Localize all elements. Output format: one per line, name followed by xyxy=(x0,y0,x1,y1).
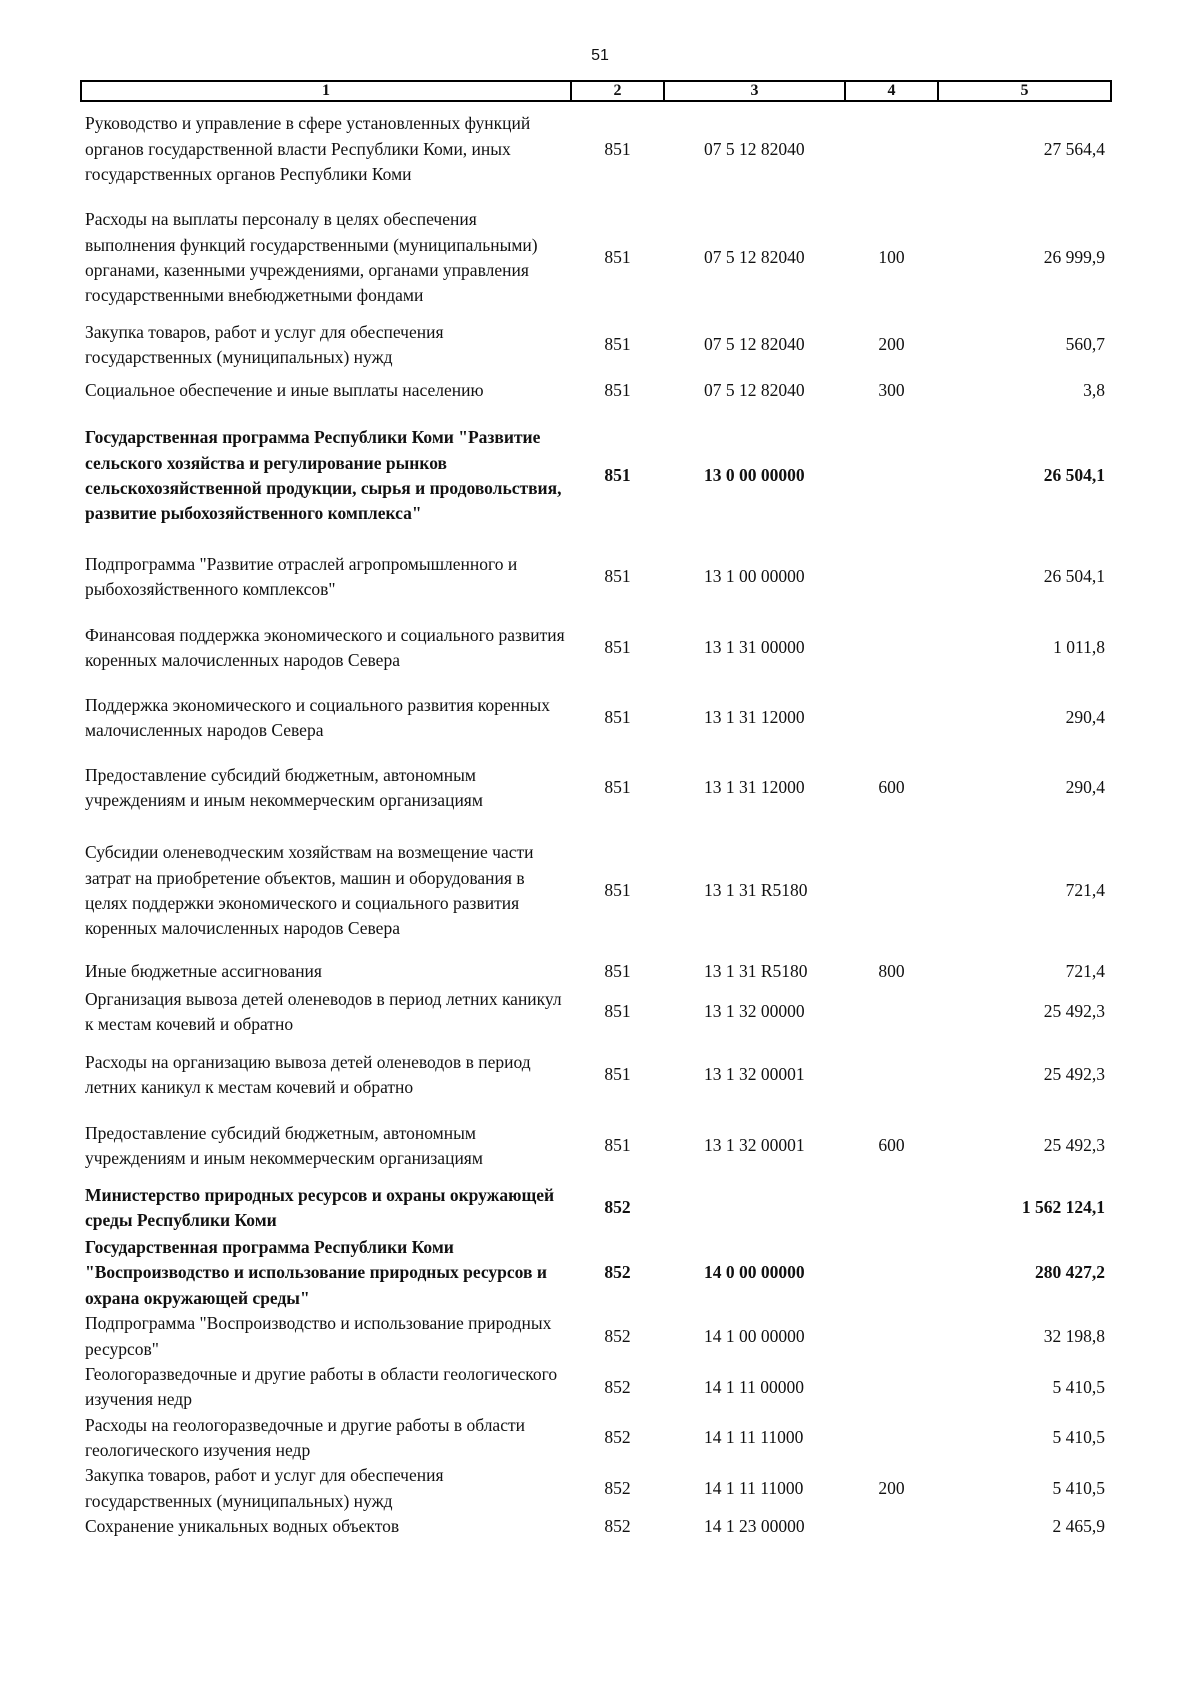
table-row xyxy=(81,1514,1111,1540)
row-name: Государственная программа Республики Коми "Развитие сельского хозяйства и регулирование рынков сельскохозяйственной продукции, сырья и продовольствия, развитие рыбохозяйственного комплекса" xyxy=(85,427,562,524)
header-col-3: 3 xyxy=(664,81,845,101)
row-name: Субсидии оленеводческим хозяйствам на возмещение части затрат на приобретение объектов, машин и оборудования в целях поддержки экономического и социального развития коренных малочисленных народов Севера xyxy=(85,842,534,939)
row-amount: 26 999,9 xyxy=(1043,247,1105,268)
table-row xyxy=(81,613,1111,683)
row-name: Организация вывоза детей оленеводов в период летних каникул к местам кочевий и обратно xyxy=(85,988,562,1034)
row-amount: 280 427,2 xyxy=(1035,1262,1105,1283)
row-target-article: 07 5 12 82040 xyxy=(704,380,805,401)
budget-table xyxy=(80,80,1112,1540)
row-amount: 5 410,5 xyxy=(1052,1376,1105,1397)
row-target-article: 07 5 12 82040 xyxy=(704,247,805,268)
row-amount: 290,4 xyxy=(1065,707,1105,728)
row-expense-type xyxy=(845,1362,938,1413)
table-header xyxy=(81,81,1111,101)
row-admin-code: 852 xyxy=(604,1427,631,1448)
row-target-article: 14 1 11 00000 xyxy=(704,1376,804,1397)
row-amount: 26 504,1 xyxy=(1043,566,1105,587)
row-admin-code: 851 xyxy=(604,138,631,159)
row-name: Государственная программа Республики Коми "Воспроизводство и использование природных ресурсов и охрана окружающей среды" xyxy=(85,1237,547,1308)
row-target-article: 14 1 11 11000 xyxy=(704,1427,804,1448)
row-name: Расходы на выплаты персоналу в целях обеспечения выполнения функций государственными (муниципальными) органами, казенными учреждениями, органами управления государственными внебюджетными фондами xyxy=(85,209,538,306)
row-admin-code: 852 xyxy=(604,1197,631,1218)
row-expense-type xyxy=(845,411,938,541)
row-admin-code: 852 xyxy=(604,1325,631,1346)
table-row xyxy=(81,1362,1111,1413)
row-amount: 721,4 xyxy=(1065,961,1105,982)
table-row xyxy=(81,959,1111,985)
row-expense-type: 300 xyxy=(878,380,905,401)
row-target-article: 14 1 00 00000 xyxy=(704,1325,805,1346)
row-amount: 26 504,1 xyxy=(1043,465,1105,486)
row-admin-code: 851 xyxy=(604,380,631,401)
row-target-article: 14 0 00 00000 xyxy=(704,1262,805,1283)
row-target-article: 13 1 31 00000 xyxy=(704,637,805,658)
row-expense-type xyxy=(845,1311,938,1362)
row-target-article: 13 1 31 12000 xyxy=(704,707,805,728)
table-row xyxy=(81,371,1111,411)
row-target-article xyxy=(664,1181,845,1235)
row-target-article: 07 5 12 82040 xyxy=(704,334,805,355)
table-row xyxy=(81,319,1111,371)
row-expense-type: 100 xyxy=(878,247,905,268)
row-amount: 560,7 xyxy=(1065,334,1105,355)
table-row xyxy=(81,1463,1111,1514)
row-target-article: 13 1 32 00001 xyxy=(704,1064,805,1085)
row-target-article: 13 1 31 R5180 xyxy=(704,961,808,982)
table-row xyxy=(81,683,1111,753)
row-amount: 1 011,8 xyxy=(1053,637,1105,658)
row-expense-type: 200 xyxy=(878,334,905,355)
row-expense-type: 800 xyxy=(878,961,905,982)
row-name: Поддержка экономического и социального развития коренных малочисленных народов Севера xyxy=(85,694,550,740)
row-name: Расходы на организацию вывоза детей оленеводов в период летних каникул к местам кочевий и обратно xyxy=(85,1051,531,1097)
row-admin-code: 852 xyxy=(604,1262,631,1283)
row-target-article: 14 1 11 11000 xyxy=(704,1478,804,1499)
row-admin-code: 851 xyxy=(604,247,631,268)
row-amount: 5 410,5 xyxy=(1052,1478,1105,1499)
row-name: Предоставление субсидий бюджетным, автономным учреждениям и иным некоммерческим организациям xyxy=(85,1122,483,1168)
row-amount: 290,4 xyxy=(1065,777,1105,798)
table-row xyxy=(81,1311,1111,1362)
row-name: Закупка товаров, работ и услуг для обеспечения государственных (муниципальных) нужд xyxy=(85,1465,444,1511)
row-expense-type: 200 xyxy=(878,1478,905,1499)
row-expense-type xyxy=(845,101,938,197)
row-expense-type xyxy=(845,541,938,613)
row-expense-type xyxy=(845,1181,938,1235)
row-expense-type: 600 xyxy=(878,1135,905,1156)
row-admin-code: 851 xyxy=(604,1135,631,1156)
row-name: Социальное обеспечение и иные выплаты населению xyxy=(85,380,484,401)
row-expense-type xyxy=(845,985,938,1039)
row-name: Геологоразведочные и другие работы в области геологического изучения недр xyxy=(85,1363,558,1410)
row-expense-type xyxy=(845,1514,938,1540)
row-target-article: 14 1 23 00000 xyxy=(704,1516,805,1537)
row-target-article: 07 5 12 82040 xyxy=(704,138,805,159)
header-col-2: 2 xyxy=(571,81,664,101)
row-name: Руководство и управление в сфере установленных функций органов государственной власти Республики Коми, иных государственных органов Республики Коми xyxy=(85,113,531,185)
table-row xyxy=(81,753,1111,823)
row-amount: 5 410,5 xyxy=(1052,1427,1105,1448)
table-row xyxy=(81,1039,1111,1111)
row-target-article: 13 1 31 12000 xyxy=(704,777,805,798)
header-col-4: 4 xyxy=(845,81,938,101)
row-amount: 32 198,8 xyxy=(1043,1325,1105,1346)
table-row xyxy=(81,197,1111,319)
row-target-article: 13 1 32 00001 xyxy=(704,1135,805,1156)
row-target-article: 13 1 31 R5180 xyxy=(704,880,808,901)
page-number: 51 xyxy=(591,47,609,64)
row-amount: 25 492,3 xyxy=(1043,1135,1105,1156)
row-admin-code: 851 xyxy=(604,961,631,982)
row-admin-code: 851 xyxy=(604,777,631,798)
row-admin-code: 851 xyxy=(604,566,631,587)
row-name: Предоставление субсидий бюджетным, автономным учреждениям и иным некоммерческим организациям xyxy=(85,764,483,810)
table-body xyxy=(81,101,1111,1540)
row-admin-code: 851 xyxy=(604,637,631,658)
row-amount: 25 492,3 xyxy=(1043,1064,1105,1085)
row-expense-type xyxy=(845,683,938,753)
table-row xyxy=(81,101,1111,197)
row-admin-code: 851 xyxy=(604,1001,631,1022)
row-admin-code: 852 xyxy=(604,1376,631,1397)
row-name: Иные бюджетные ассигнования xyxy=(85,961,322,982)
row-expense-type: 600 xyxy=(878,777,905,798)
row-amount: 721,4 xyxy=(1065,880,1105,901)
table-row xyxy=(81,823,1111,959)
row-expense-type xyxy=(845,1039,938,1111)
row-target-article: 13 0 00 00000 xyxy=(704,465,805,486)
row-amount: 25 492,3 xyxy=(1043,1001,1105,1022)
row-expense-type xyxy=(845,1235,938,1311)
row-amount: 27 564,4 xyxy=(1043,138,1105,159)
row-target-article: 13 1 00 00000 xyxy=(704,566,805,587)
row-expense-type xyxy=(845,823,938,959)
table-row xyxy=(81,1111,1111,1181)
row-expense-type xyxy=(845,1413,938,1464)
table-row xyxy=(81,1235,1111,1311)
row-amount: 3,8 xyxy=(1083,380,1105,401)
row-name: Подпрограмма "Воспроизводство и использование природных ресурсов" xyxy=(85,1313,552,1359)
row-amount: 1 562 124,1 xyxy=(1021,1197,1105,1218)
row-name: Подпрограмма "Развитие отраслей агропромышленного и рыбохозяйственного комплексов" xyxy=(85,553,518,599)
table-row xyxy=(81,1181,1111,1235)
row-name: Финансовая поддержка экономического и социального развития коренных малочисленных народов Севера xyxy=(85,624,565,670)
row-name: Расходы на геологоразведочные и другие работы в области геологического изучения недр xyxy=(85,1414,525,1460)
row-admin-code: 851 xyxy=(604,465,631,486)
header-col-1: 1 xyxy=(81,81,571,101)
table-row xyxy=(81,1413,1111,1464)
header-col-5: 5 xyxy=(938,81,1111,101)
row-expense-type xyxy=(845,613,938,683)
row-admin-code: 851 xyxy=(604,707,631,728)
table-row xyxy=(81,541,1111,613)
row-admin-code: 851 xyxy=(604,334,631,355)
row-name: Закупка товаров, работ и услуг для обеспечения государственных (муниципальных) нужд xyxy=(85,321,444,367)
row-amount: 2 465,9 xyxy=(1052,1516,1105,1537)
table-row xyxy=(81,985,1111,1039)
row-admin-code: 851 xyxy=(604,1064,631,1085)
row-name: Министерство природных ресурсов и охраны окружающей среды Республики Коми xyxy=(85,1184,555,1230)
row-target-article: 13 1 32 00000 xyxy=(704,1001,805,1022)
table-row xyxy=(81,411,1111,541)
row-admin-code: 851 xyxy=(604,880,631,901)
row-name: Сохранение уникальных водных объектов xyxy=(85,1516,400,1537)
row-admin-code: 852 xyxy=(604,1516,631,1537)
row-admin-code: 852 xyxy=(604,1478,631,1499)
